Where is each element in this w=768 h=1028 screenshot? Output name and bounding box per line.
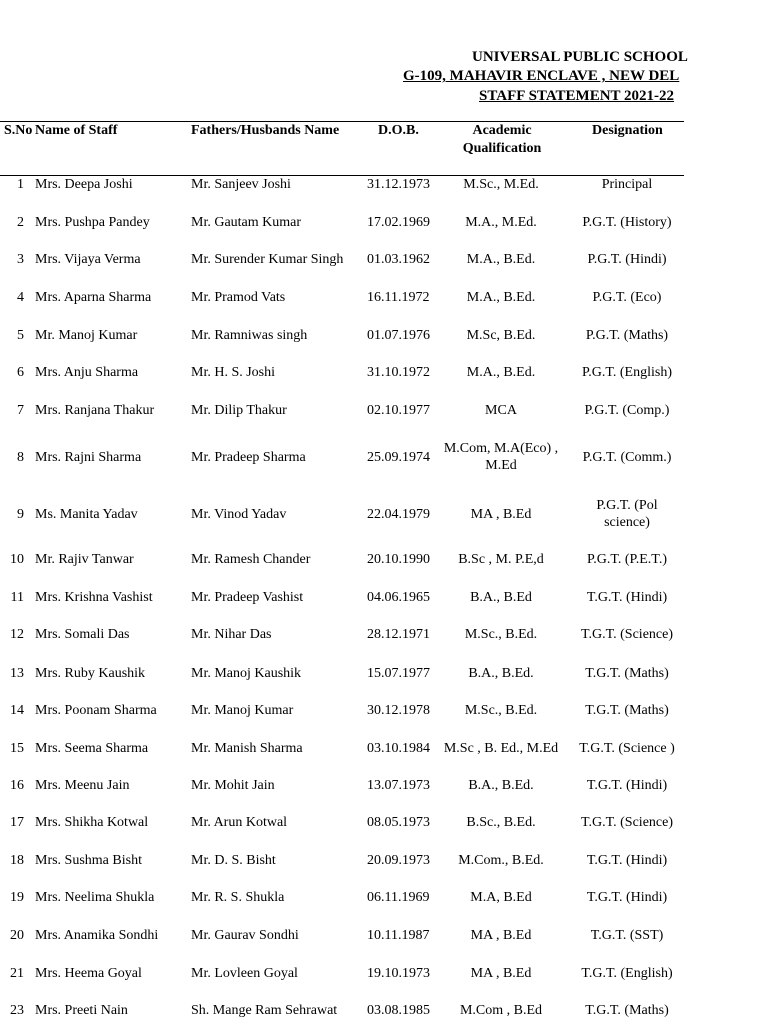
row-dob: 17.02.1969 [367, 214, 430, 230]
row-sno: 1 [17, 176, 24, 192]
row-sno: 20 [10, 927, 24, 943]
row-dob: 28.12.1971 [367, 627, 430, 642]
row-dob: 22.04.1979 [367, 506, 430, 522]
table-row [0, 841, 690, 879]
row-father-name: Mr. Vinod Yadav [191, 506, 287, 522]
row-father-name: Mr. Gaurav Sondhi [191, 927, 299, 943]
row-designation: P.G.T. (English) [582, 365, 672, 380]
row-dob: 30.12.1978 [367, 702, 430, 718]
row-designation: T.G.T. (Maths) [585, 1002, 669, 1018]
row-father-name: Mr. Ramesh Chander [191, 552, 311, 567]
row-sno: 19 [10, 890, 24, 905]
row-qualification: MCA [485, 402, 517, 418]
row-father-name: Mr. Ramniwas singh [191, 327, 308, 343]
school-address: G-109, MAHAVIR ENCLAVE , NEW DEL [403, 68, 680, 84]
row-dob: 01.07.1976 [367, 327, 430, 343]
row-designation: T.G.T. (Maths) [585, 665, 669, 681]
row-dob: 19.10.1973 [367, 965, 430, 981]
row-designation: T.G.T. (SST) [590, 927, 664, 943]
row-qualification: MA , B.Ed [470, 506, 532, 522]
row-qualification: M.Com, M.A(Eco) , M.Ed [443, 441, 559, 473]
row-sno: 6 [17, 365, 24, 380]
row-name: Mrs. Ranjana Thakur [35, 402, 155, 418]
table-row [0, 354, 690, 391]
column-header-dob: D.O.B. [378, 123, 419, 138]
row-sno: 13 [10, 665, 24, 681]
row-dob: 01.03.1962 [367, 252, 430, 267]
row-name: Mrs. Krishna Vashist [35, 589, 153, 605]
row-qualification: MA , B.Ed [470, 965, 532, 981]
row-sno: 11 [10, 589, 24, 605]
table-row [0, 767, 690, 804]
table-row [0, 954, 690, 992]
row-dob: 25.09.1974 [367, 449, 430, 465]
row-name: Mrs. Deepa Joshi [35, 176, 133, 192]
table-row [0, 316, 690, 354]
row-sno: 8 [17, 449, 24, 465]
row-sno: 23 [10, 1002, 24, 1018]
row-sno: 3 [17, 252, 24, 267]
row-qualification: M.A., B.Ed. [466, 365, 536, 380]
table-row [0, 729, 690, 767]
table-row [0, 578, 690, 616]
row-father-name: Mr. Manish Sharma [191, 740, 303, 756]
row-dob: 13.07.1973 [367, 778, 430, 793]
row-designation: P.G.T. (Comm.) [582, 449, 672, 465]
column-header-name: Name of Staff [35, 123, 118, 138]
row-qualification: B.A., B.Ed. [468, 778, 534, 793]
row-dob: 31.12.1973 [367, 176, 430, 192]
row-designation: P.G.T. (History) [582, 214, 672, 230]
row-designation: T.G.T. (English) [581, 965, 673, 981]
table-row [0, 391, 690, 429]
table-row [0, 992, 690, 1028]
row-name: Mr. Rajiv Tanwar [35, 552, 134, 567]
row-father-name: Mr. Nihar Das [191, 627, 272, 642]
row-qualification: B.Sc , M. P.E,d [458, 552, 544, 567]
table-row [0, 654, 690, 692]
row-qualification: M.Sc , B. Ed., M.Ed [443, 740, 559, 756]
row-name: Mrs. Preeti Nain [35, 1002, 128, 1018]
row-father-name: Mr. Manoj Kumar [191, 702, 294, 718]
table-row [0, 691, 690, 729]
row-name: Mrs. Pushpa Pandey [35, 214, 150, 230]
row-father-name: Mr. R. S. Shukla [191, 890, 285, 905]
row-designation: T.G.T. (Hindi) [586, 890, 668, 905]
row-designation: T.G.T. (Hindi) [586, 852, 668, 868]
column-header-father: Fathers/Husbands Name [191, 123, 340, 138]
row-designation: T.G.T. (Science) [581, 627, 673, 642]
row-dob: 20.09.1973 [367, 852, 430, 868]
row-name: Mrs. Neelima Shukla [35, 890, 155, 905]
row-designation: Principal [601, 176, 653, 192]
table-row [0, 541, 690, 578]
row-designation: T.G.T. (Hindi) [586, 589, 668, 605]
row-name: Mr. Manoj Kumar [35, 327, 138, 343]
table-row [0, 616, 690, 653]
row-qualification: B.A., B.Ed [470, 589, 532, 605]
row-name: Mrs. Seema Sharma [35, 740, 149, 756]
row-qualification: M.A., M.Ed. [465, 214, 537, 230]
row-qualification: B.Sc., B.Ed. [466, 815, 536, 830]
row-sno: 10 [10, 552, 24, 567]
row-name: Mrs. Rajni Sharma [35, 449, 142, 465]
row-designation: P.G.T. (Maths) [585, 327, 669, 343]
table-row [0, 170, 690, 198]
row-qualification: M.A, B.Ed [470, 890, 532, 905]
row-sno: 17 [10, 815, 24, 830]
row-father-name: Mr. H. S. Joshi [191, 365, 276, 380]
row-qualification: M.A., B.Ed. [466, 289, 536, 305]
row-designation: T.G.T. (Science) [581, 815, 673, 830]
row-sno: 9 [17, 506, 24, 522]
row-father-name: Mr. Mohit Jain [191, 778, 275, 793]
row-name: Mrs. Ruby Kaushik [35, 665, 146, 681]
column-header-qualification: Academic Qualification [462, 123, 542, 156]
row-sno: 4 [17, 289, 24, 305]
row-dob: 10.11.1987 [367, 927, 430, 943]
row-qualification: M.Sc., M.Ed. [463, 176, 539, 192]
table-row [0, 804, 690, 841]
table-row [0, 916, 690, 954]
statement-title: STAFF STATEMENT 2021-22 [479, 88, 675, 104]
row-father-name: Mr. Sanjeev Joshi [191, 176, 291, 192]
row-father-name: Sh. Mange Ram Sehrawat [191, 1002, 338, 1018]
row-name: Ms. Manita Yadav [35, 506, 138, 522]
row-qualification: MA , B.Ed [470, 927, 532, 943]
row-father-name: Mr. D. S. Bisht [191, 852, 276, 868]
column-header-designation: Designation [592, 123, 663, 138]
row-sno: 21 [10, 965, 24, 981]
row-designation: P.G.T. (Eco) [592, 289, 662, 305]
row-name: Mrs. Poonam Sharma [35, 702, 157, 718]
row-father-name: Mr. Arun Kotwal [191, 815, 288, 830]
row-dob: 08.05.1973 [367, 815, 430, 830]
row-sno: 18 [10, 852, 24, 868]
row-name: Mrs. Meenu Jain [35, 778, 130, 793]
row-dob: 15.07.1977 [367, 665, 430, 681]
row-father-name: Mr. Lovleen Goyal [191, 965, 298, 981]
row-sno: 15 [10, 740, 24, 756]
row-qualification: M.Sc, B.Ed. [466, 327, 536, 343]
row-qualification: M.Sc., B.Ed. [464, 702, 538, 718]
row-name: Mrs. Sushma Bisht [35, 852, 142, 868]
row-father-name: Mr. Surender Kumar Singh [191, 252, 344, 267]
row-name: Mrs. Anju Sharma [35, 365, 139, 380]
row-name: Mrs. Shikha Kotwal [35, 815, 149, 830]
row-designation: P.G.T. (Hindi) [587, 252, 667, 267]
row-father-name: Mr. Pradeep Vashist [191, 589, 304, 605]
row-name: Mrs. Vijaya Verma [35, 252, 141, 267]
row-designation: T.G.T. (Science ) [579, 740, 675, 756]
row-father-name: Mr. Gautam Kumar [191, 214, 302, 230]
row-dob: 31.10.1972 [367, 365, 430, 380]
row-dob: 03.08.1985 [367, 1002, 430, 1018]
row-qualification: M.Com., B.Ed. [458, 852, 544, 868]
table-row [0, 241, 690, 278]
table-row [0, 429, 690, 485]
row-designation: P.G.T. (P.E.T.) [587, 552, 667, 567]
table-row [0, 488, 690, 540]
row-dob: 04.06.1965 [367, 589, 430, 605]
row-sno: 16 [10, 778, 24, 793]
row-name: Mrs. Aparna Sharma [35, 289, 152, 305]
row-dob: 20.10.1990 [367, 552, 430, 567]
row-qualification: M.Sc., B.Ed. [464, 627, 538, 642]
row-dob: 02.10.1977 [367, 402, 430, 418]
row-dob: 06.11.1969 [367, 890, 430, 905]
table-row [0, 203, 690, 241]
table-row [0, 879, 690, 916]
row-designation: T.G.T. (Hindi) [586, 778, 668, 793]
row-sno: 7 [17, 402, 24, 418]
row-name: Mrs. Somali Das [35, 627, 130, 642]
row-qualification: M.A., B.Ed. [466, 252, 536, 267]
row-dob: 16.11.1972 [367, 289, 430, 305]
row-sno: 14 [10, 702, 24, 718]
row-sno: 12 [10, 627, 24, 642]
row-name: Mrs. Anamika Sondhi [35, 927, 159, 943]
row-designation: T.G.T. (Maths) [585, 702, 669, 718]
row-sno: 5 [17, 327, 24, 343]
row-designation: P.G.T. (Comp.) [584, 402, 670, 418]
row-father-name: Mr. Dilip Thakur [191, 402, 287, 418]
row-father-name: Mr. Pramod Vats [191, 289, 286, 305]
table-row [0, 278, 690, 316]
row-designation: P.G.T. (Pol science) [596, 498, 658, 530]
row-name: Mrs. Heema Goyal [35, 965, 142, 981]
row-qualification: M.Com , B.Ed [459, 1002, 543, 1018]
school-name: UNIVERSAL PUBLIC SCHOOL [472, 49, 688, 65]
column-header-sno: S.No [4, 123, 33, 138]
row-sno: 2 [17, 214, 24, 230]
row-dob: 03.10.1984 [367, 740, 430, 756]
row-father-name: Mr. Manoj Kaushik [191, 665, 302, 681]
row-father-name: Mr. Pradeep Sharma [191, 449, 306, 465]
row-qualification: B.A., B.Ed. [468, 665, 534, 681]
